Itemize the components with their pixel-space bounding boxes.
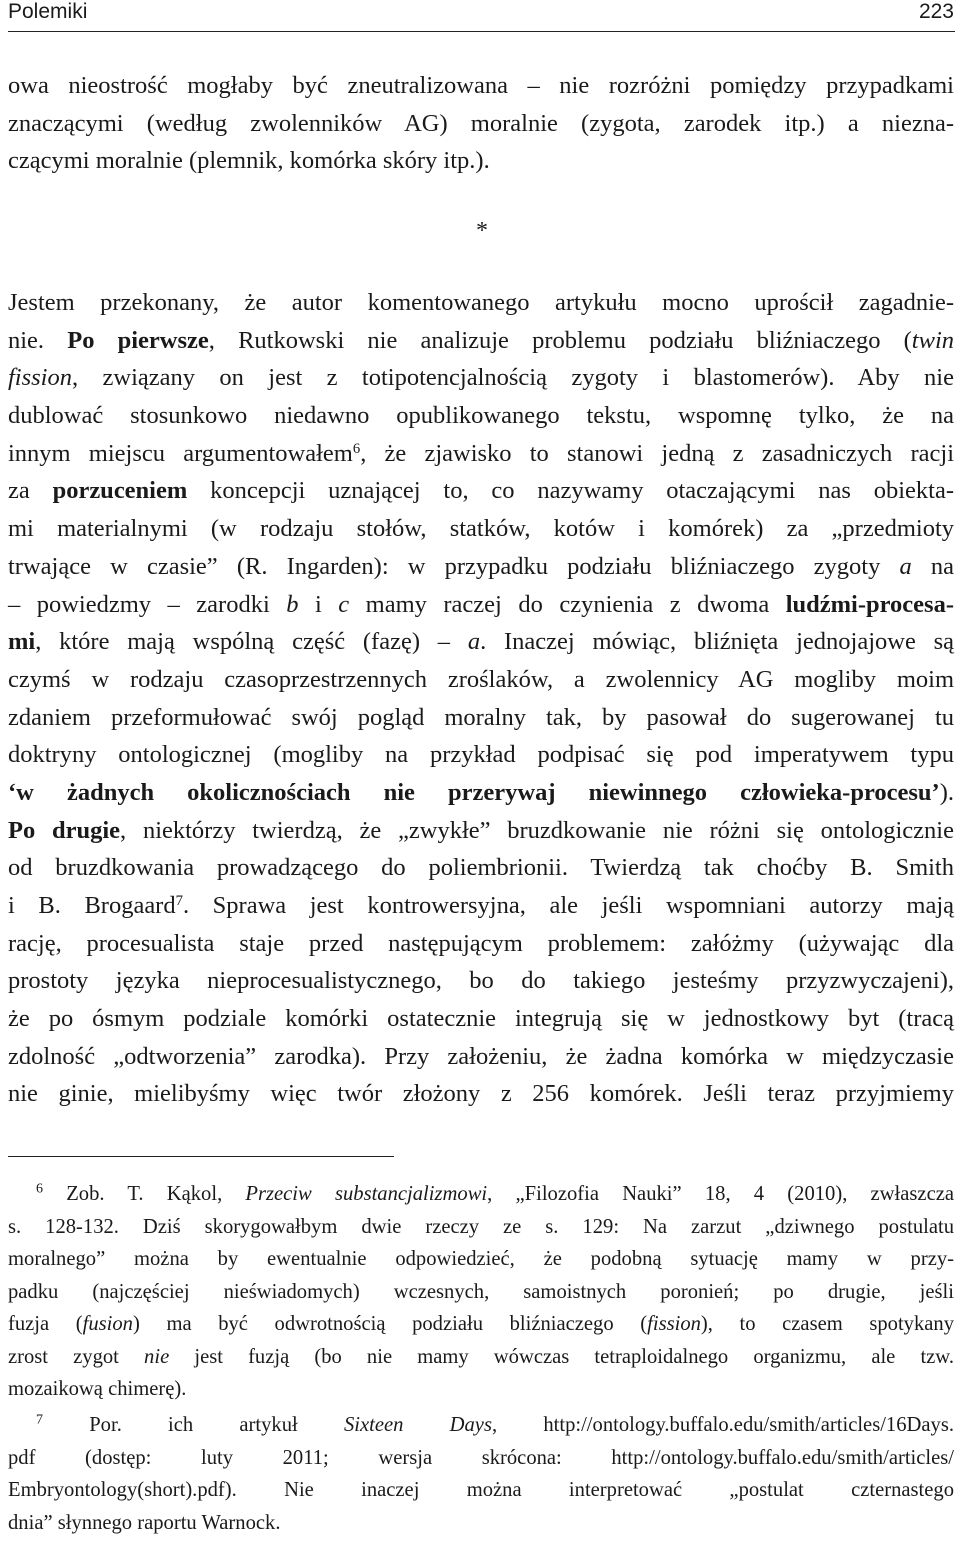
paragraph-continued <box>8 67 954 180</box>
footnote-line: dnia” słynnego raportu Warnock. <box>8 1511 281 1534</box>
footnote-line: $^6$ Zob. T. Kąkol, Przeciw substancjalizmowi, „Filozofia Nauki” 18, 4 (2010), zwłaszcza <box>36 1181 954 1205</box>
emphasis-italic: b <box>286 590 299 618</box>
text-line: i B. Brogaard$^7$. Sprawa jest kontrowersyjna, ale jeśli wspomniani autorzy mają <box>8 892 955 919</box>
footnote-6 <box>8 1178 954 1406</box>
text-line: że po ósmym podziale komórki ostatecznie integrują się w jednostkowy byt (tracą <box>8 1005 954 1033</box>
text-line: trwające w czasie” (R. Ingarden): w przypadku podziału bliźniaczego zygoty a na <box>8 552 954 580</box>
footnote-mark: 6 <box>36 1181 43 1197</box>
text-line: ‘w żadnych okolicznościach nie przerywaj niewinnego człowieka-procesu’). <box>8 778 954 806</box>
footnote-line: $^7$ Por. ich artykuł Sixteen Days, http://ontology.buffalo.edu/smith/articles/16Days. <box>36 1412 955 1436</box>
emphasis-italic: twin <box>911 326 955 354</box>
footnote-line: pdf (dostęp: luty 2011; wersja skrócona: http://ontology.buffalo.edu/smith/articles/ <box>8 1446 954 1469</box>
emphasis-bold: Po drugie <box>8 816 121 844</box>
text-line: nie. Po pierwsze, Rutkowski nie analizuje problemu podziału bliźniaczego (twin <box>8 326 955 354</box>
section-separator <box>0 216 960 246</box>
text-line: Po drugie, niektórzy twierdzą, że „zwykłe” bruzdkowanie nie różni się ontologicznie <box>8 816 954 844</box>
text-line: dublować stosunkowo niedawno opublikowanego tekstu, wspomnę tylko, że na <box>8 402 954 430</box>
running-title: Polemiki <box>8 0 88 23</box>
footnote-line: zrost zygot nie jest fuzją (bo nie mamy wówczas tetraploidalnego organizmu, ale tzw. <box>8 1345 954 1368</box>
footnote-rule <box>8 1156 394 1157</box>
text-line: za porzuceniem koncepcji uznającej to, co nazywamy otaczającymi nas obiekta- <box>8 477 955 505</box>
text-line: doktryny ontologicznej (mogliby na przykład podpisać się pod imperatywem typu <box>8 741 954 769</box>
emphasis-bold: porzuceniem <box>52 477 188 505</box>
emphasis-italic: fission <box>8 364 72 392</box>
asterisk: * <box>476 218 488 244</box>
text-line: owa nieostrość mogłaby być zneutralizowana – nie rozróżni pomiędzy przypadkami <box>8 72 954 99</box>
page-number: 223 <box>918 0 954 23</box>
text-line: rację, procesualista staje przed następującym problemem: załóżmy (używając dla <box>8 929 954 957</box>
emphasis-italic: Sixteen Days <box>343 1414 492 1436</box>
text-line: nie ginie, mielibyśmy więc twór złożony z 256 komórek. Jeśli teraz przyjmiemy <box>8 1080 954 1108</box>
footnote-7 <box>8 1409 954 1539</box>
text-line: fission, związany on jest z totipotencjalnością zygoty i blastomerów). Aby nie <box>8 364 954 392</box>
paragraph-main <box>8 284 954 1113</box>
footnote-ref-7[interactable]: 7 <box>175 892 183 909</box>
text-line: czącymi moralnie (plemnik, komórka skóry itp.). <box>8 147 490 175</box>
text-line: zdolność „odtworzenia” zarodka). Przy założeniu, że żadna komórka w międzyczasie <box>8 1042 954 1070</box>
footnote-line: s. 128-132. Dziś skorygowałbym dwie rzeczy ze s. 129: Na zarzut „dziwnego postulatu <box>8 1215 954 1238</box>
text-line: od bruzdkowania prowadzącego do poliembrionii. Twierdzą tak choćby B. Smith <box>8 854 954 882</box>
text-line: mi, które mają wspólną część (fazę) – a. Inaczej mówiąc, bliźnięta jednojajowe są <box>8 628 955 656</box>
text-line: czymś w rodzaju czasoprzestrzennych zroślaków, a zwolennicy AG mogliby moim <box>8 665 954 693</box>
footnote-ref-6[interactable]: 6 <box>352 440 361 457</box>
emphasis-italic: a <box>467 628 481 656</box>
text-line: zdaniem przeformułować swój pogląd moralny tak, by pasował do sugerowanej tu <box>8 703 954 731</box>
footnote-line: mozaikową chimerę). <box>8 1378 187 1400</box>
footnote-line: moralnego” można by ewentualnie odpowiedzieć, że podobną sytuację mamy w przy- <box>8 1248 954 1270</box>
running-head <box>8 0 954 28</box>
emphasis-bold: ‘w żadnych okolicznościach nie przerywaj niewinnego człowieka-procesu’ <box>8 778 940 806</box>
emphasis-italic: a <box>899 552 912 580</box>
footnote-line: fuzja (fusion) ma być odwrotnością podziału bliźniaczego (fission), to czasem spotykany <box>8 1313 954 1335</box>
footnote-line: Embryontology(short).pdf). Nie inaczej można interpretować „postulat czternastego <box>8 1479 954 1501</box>
text-line: mi materialnymi (w rodzaju stołów, statków, kotów i komórek) za „przedmioty <box>8 515 954 543</box>
emphasis-italic: Przeciw substancjalizmowi <box>245 1183 488 1205</box>
header-rule <box>8 31 955 32</box>
text-line: – powiedzmy – zarodki b i c mamy raczej do czynienia z dwoma ludźmi-procesa- <box>8 590 954 618</box>
emphasis-bold: mi <box>8 628 36 656</box>
text-line: Jestem przekonany, że autor komentowanego artykułu mocno uprościł zagadnie- <box>8 289 954 316</box>
emphasis-italic: c <box>338 590 350 618</box>
text-line: prostoty języka nieprocesualistycznego, bo do takiego jesteśmy przyzwyczajeni), <box>8 967 954 995</box>
emphasis-bold: ludźmi-procesa- <box>785 590 954 618</box>
text-line: innym miejscu argumentowałem$^6$, że zjawisko to stanowi jedną z zasadniczych racji <box>8 439 954 467</box>
text-line: znaczącymi (według zwolenników AG) moralnie (zygota, zarodek itp.) a niezna- <box>8 109 954 137</box>
emphasis-bold: Po pierwsze <box>67 326 209 354</box>
emphasis-italic: fusion <box>82 1313 133 1335</box>
emphasis-italic: fission <box>647 1313 701 1335</box>
emphasis-italic: nie <box>144 1345 170 1368</box>
footnote-mark: 7 <box>36 1412 43 1428</box>
footnote-line: padku (najczęściej nieświadomych) wczesnych, samoistnych poronień; po drugie, jeśli <box>8 1280 954 1303</box>
